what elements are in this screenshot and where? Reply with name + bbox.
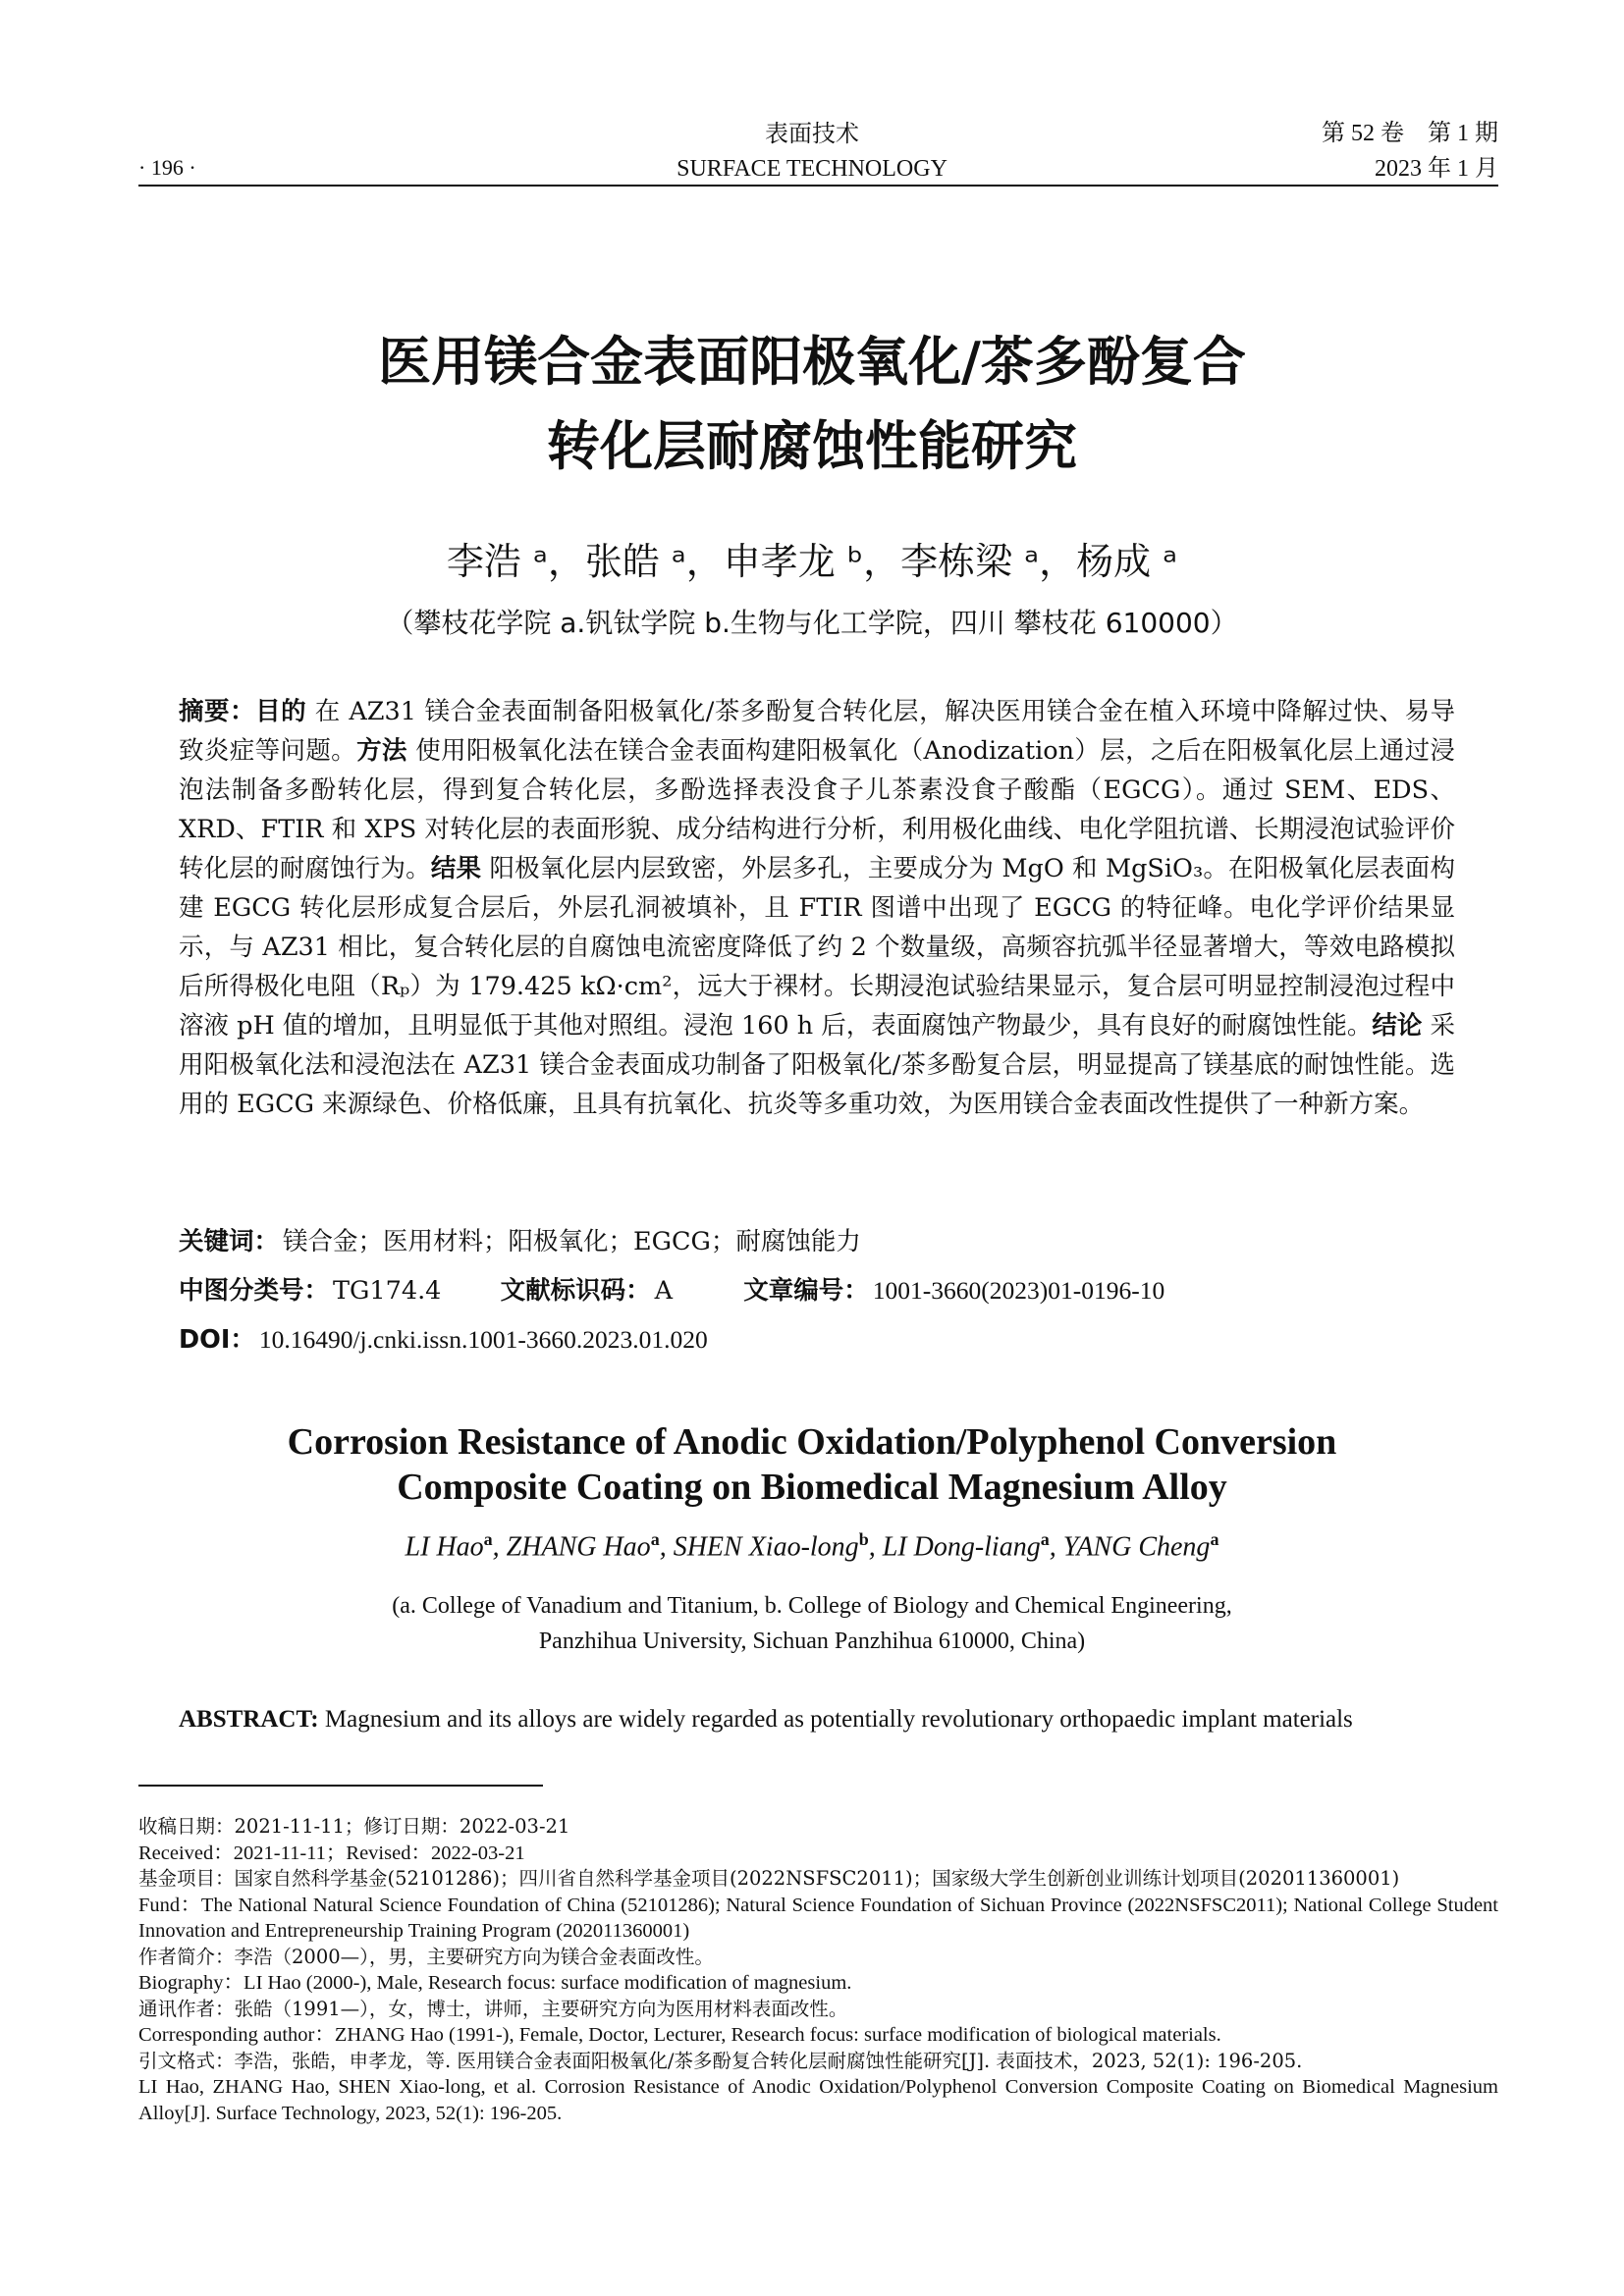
method-label: 方法 (356, 736, 407, 766)
corresponding-cn: 通讯作者：张皓（1991—），女，博士，讲师，主要研究方向为医用材料表面改性。 (138, 1997, 848, 2020)
abstract-en (179, 1703, 1455, 1736)
title-en-line1: Corrosion Resistance of Anodic Oxidation/Polyphenol Conversion (287, 1421, 1337, 1463)
biography-cn: 作者简介：李浩（2000—），男，主要研究方向为镁合金表面改性。 (138, 1945, 714, 1968)
authors-cn: 李浩 ᵃ，张皓 ᵃ，申孝龙 ᵇ，李栋梁 ᵃ，杨成 ᵃ (446, 540, 1178, 583)
result-label: 结果 (430, 854, 482, 883)
doc-code-label: 文献标识码： (500, 1276, 651, 1306)
journal-name-en: SURFACE TECHNOLOGY (677, 156, 947, 182)
page-number: · 196 · (138, 155, 196, 180)
affiliation-en-line2: Panzhihua University, Sichuan Panzhihua 610000, China) (538, 1629, 1086, 1654)
objective-label: 目的 (255, 697, 307, 726)
affiliation-cn: （攀枝花学院 a.钒钛学院 b.生物与化工学院，四川 攀枝花 610000） (386, 607, 1238, 639)
author-sup: a (1210, 1529, 1219, 1549)
keywords-value: 镁合金；医用材料；阳极氧化；EGCG；耐腐蚀能力 (283, 1227, 861, 1256)
objective-text: 在 AZ31 镁合金表面制备阳极氧化/茶多酚复合转化层，解决医用镁合金在植入环境中降解过快、易导致炎症等问题。 (179, 697, 1455, 766)
citation-en: LI Hao, ZHANG Hao, SHEN Xiao-long, et al. Corrosion Resistance of Anodic Oxidation/Polyphenol Conversion Composite Coating on Biomedical Magnesium Alloy[J]. Surface Technology, 2023, 52(1): 196-205. (138, 2076, 1498, 2124)
journal-name-cn: 表面技术 (765, 120, 859, 147)
doc-code-value: A (654, 1276, 674, 1306)
issue-date: 2023 年 1 月 (1375, 156, 1498, 182)
doi (179, 1322, 1455, 1358)
affiliation-en (0, 1588, 1624, 1659)
author-sup: a (650, 1529, 660, 1549)
title-cn (0, 320, 1624, 489)
author-en: LI Hao (405, 1531, 484, 1563)
received-en: Received：2021-11-11；Revised：2022-03-21 (138, 1842, 525, 1864)
footnotes (138, 1814, 1498, 2126)
biography-en: Biography：LI Hao (2000-), Male, Research focus: surface modification of magnesium. (138, 1972, 852, 1994)
keywords-label: 关键词： (179, 1227, 280, 1256)
author-en: SHEN Xiao-long (673, 1531, 859, 1563)
doi-value: 10.16490/j.cnki.issn.1001-3660.2023.01.020 (258, 1325, 708, 1354)
article-number-value: 1001-3660(2023)01-0196-10 (872, 1276, 1165, 1305)
abstract-cn (179, 692, 1455, 1124)
author-sup: a (483, 1529, 493, 1549)
footnote-rule (138, 1785, 543, 1787)
title-cn-line1: 医用镁合金表面阳极氧化/茶多酚复合 (378, 331, 1246, 393)
classification (179, 1273, 1455, 1308)
volume-issue: 第 52 卷 第 1 期 (1322, 121, 1498, 146)
method-text: 使用阳极氧化法在镁合金表面构建阳极氧化（Anodization）层，之后在阳极氧化层上通过浸泡法制备多酚转化层，得到复合转化层，多酚选择表没食子儿茶素没食子酸酯（EGCG）。通过 SEM、EDS、XRD、FTIR 和 XPS 对转化层的表面形貌、成分结构进行分析，利用极化曲线、电化学阻抗谱、长期浸泡试验评价转化层的耐腐蚀行为。 (179, 736, 1455, 883)
issue-info (1322, 116, 1498, 187)
fund-cn: 基金项目：国家自然科学基金(52101286)；四川省自然科学基金项目(2022NSFSC2011)；国家级大学生创新创业训练计划项目(202011360001) (138, 1867, 1400, 1890)
title-en (0, 1419, 1624, 1510)
affiliation-en-line1: (a. College of Vanadium and Titanium, b. College of Biology and Chemical Engineering, (392, 1593, 1232, 1619)
result-text: 阳极氧化层内层致密，外层多孔，主要成分为 MgO 和 MgSiO₃。在阳极氧化层表面构建 EGCG 转化层形成复合层后，外层孔洞被填补，且 FTIR 图谱中出现了 EGCG 的特征峰。电化学评价结果显示，与 AZ31 相比，复合转化层的自腐蚀电流密度降低了约 2 个数量级，高频容抗弧半径显著增大，等效电路模拟后所得极化电阻（Rₚ）为 179.425 kΩ·cm²，远大于裸材。长期浸泡试验结果显示，复合层可明显控制浸泡过程中溶液 pH 值的增加，且明显低于其他对照组。浸泡 160 h 后，表面腐蚀产物最少，具有良好的耐腐蚀性能。 (179, 854, 1455, 1041)
clc-value: TG174.4 (333, 1276, 442, 1306)
author-sup: a (1040, 1529, 1050, 1549)
abstract-label: 摘要： (179, 697, 256, 726)
abstract-en-label: ABSTRACT: (179, 1706, 319, 1733)
abstract-en-text: Magnesium and its alloys are widely regarded as potentially revolutionary orthopaedic implant materials (318, 1706, 1353, 1733)
authors-en: LI Hao$^a$, ZHANG Hao$^a$, SHEN Xiao-long$^b$, LI Dong-liang$^a$, YANG Cheng$^a$ (405, 1529, 1219, 1563)
conclusion-text: 采用阳极氧化法和浸泡法在 AZ31 镁合金表面成功制备了阳极氧化/茶多酚复合层，明显提高了镁基底的耐蚀性能。选用的 EGCG 来源绿色、价格低廉，且具有抗氧化、抗炎等多重功效，为医用镁合金表面改性提供了一种新方案。 (179, 1011, 1456, 1119)
doi-label: DOI： (179, 1325, 255, 1355)
keywords (179, 1224, 1455, 1259)
title-cn-line2: 转化层耐腐蚀性能研究 (547, 415, 1077, 477)
citation-cn: 引文格式：李浩，张皓，申孝龙，等. 医用镁合金表面阳极氧化/茶多酚复合转化层耐腐蚀性能研究[J]. 表面技术，2023, 52(1): 196-205. (138, 2049, 1303, 2072)
clc-label: 中图分类号： (179, 1276, 330, 1306)
author-en: YANG Cheng (1062, 1531, 1211, 1563)
fund-en: Fund：The National Natural Science Foundation of China (52101286); Natural Science Foundation of Sichuan Province (2022NSFSC2011); National College Student Innovation and Entrepreneurship Training Program (202011360001) (138, 1894, 1498, 1942)
author-en: ZHANG Hao (506, 1531, 651, 1563)
conclusion-label: 结论 (1372, 1011, 1423, 1041)
corresponding-en: Corresponding author：ZHANG Hao (1991-), Female, Doctor, Lecturer, Research focus: surface modification of biological materials. (138, 2024, 1221, 2046)
header-rule (138, 185, 1498, 187)
article-number-label: 文章编号： (743, 1276, 869, 1306)
received-cn: 收稿日期：2021-11-11；修订日期：2022-03-21 (138, 1815, 570, 1838)
title-en-line2: Composite Coating on Biomedical Magnesium Alloy (397, 1467, 1227, 1508)
author-sup: b (858, 1529, 869, 1549)
author-en: LI Dong-liang (882, 1531, 1041, 1563)
